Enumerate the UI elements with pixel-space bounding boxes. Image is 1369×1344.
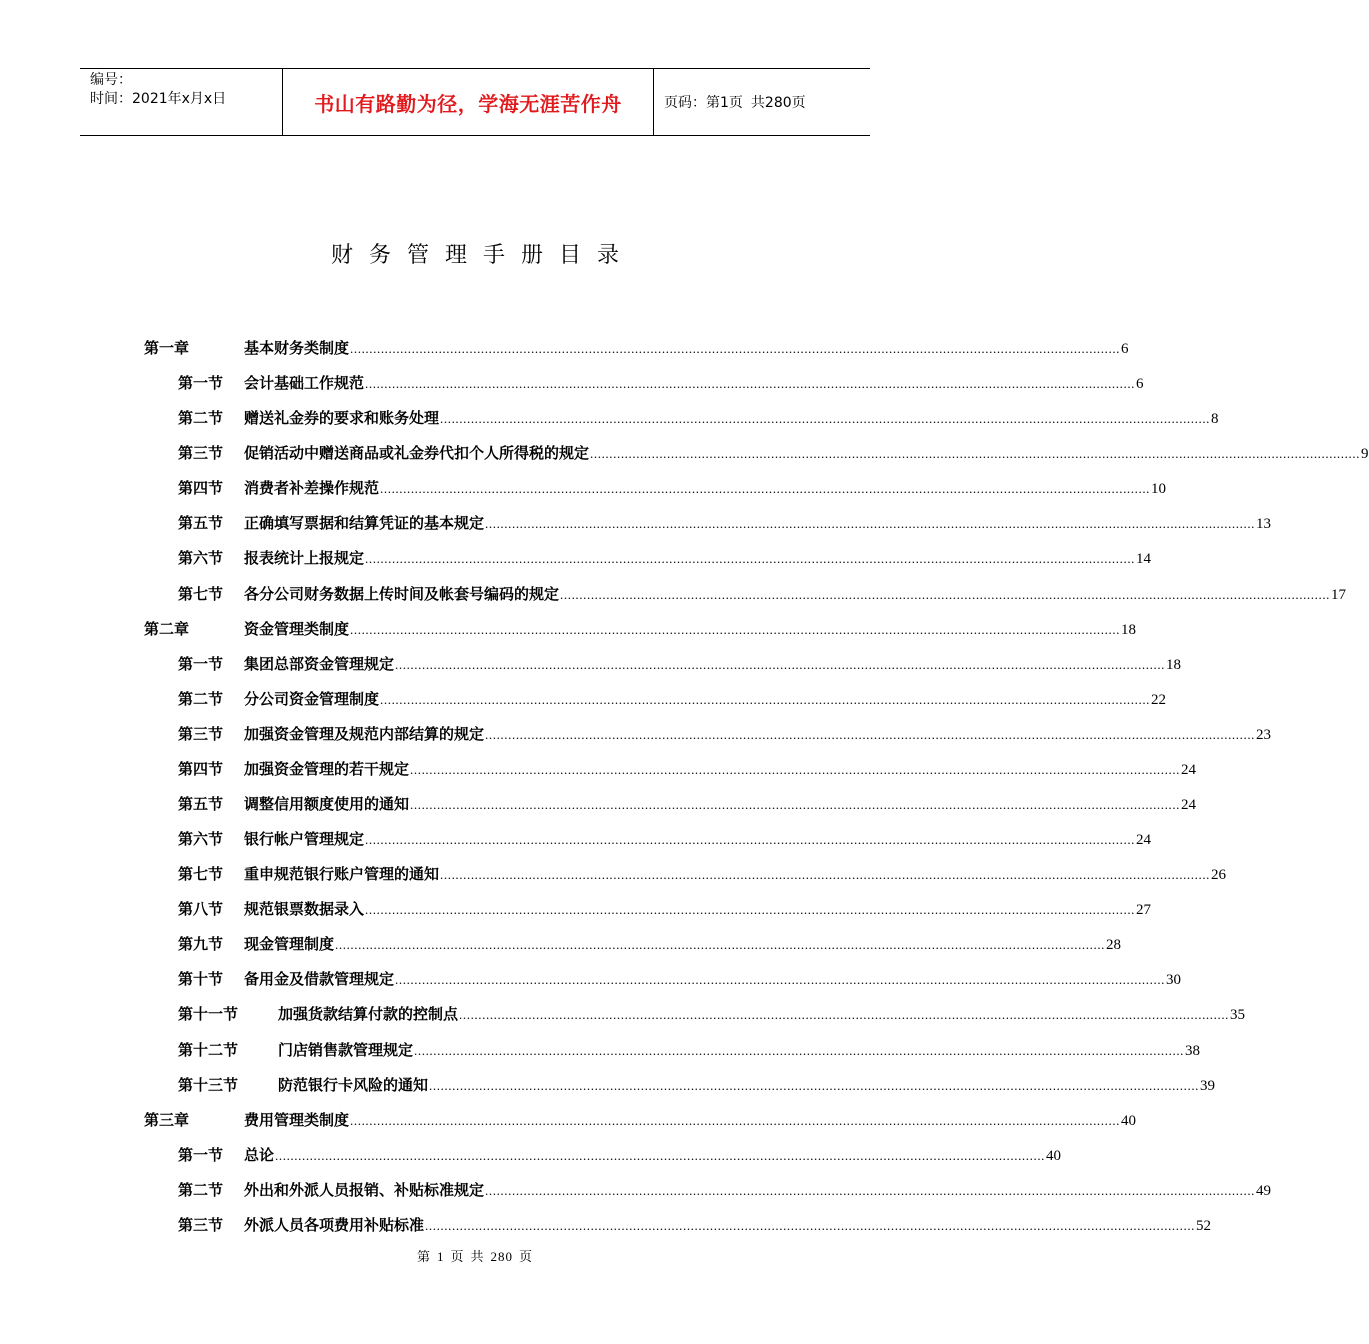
header-page-info xyxy=(654,69,870,135)
toc-entry-page: 49 xyxy=(1256,1182,1272,1199)
toc-entry-number: 第一节 xyxy=(178,1145,224,1164)
toc-entry-number: 第五节 xyxy=(178,795,224,814)
toc-leader-dots: ........................................................................................................................................................................................................ xyxy=(485,516,1256,532)
toc-entry-line xyxy=(244,892,1152,928)
toc-section-entry[interactable] xyxy=(0,857,1227,892)
header-number-label: 编号： xyxy=(90,72,132,88)
toc-leader-dots: ........................................................................................................................................................................................................ xyxy=(429,1077,1200,1093)
table-of-contents xyxy=(0,331,1369,1243)
header-time-label: 时间：2021年x月x日 xyxy=(90,91,227,107)
toc-entry-title: 基本财务类制度 xyxy=(244,339,350,357)
page-header xyxy=(80,68,870,136)
toc-entry-page: 26 xyxy=(1211,867,1227,884)
toc-leader-dots: ........................................................................................................................................................................................................ xyxy=(410,797,1181,813)
footer-ye2: 页 xyxy=(519,1249,534,1264)
toc-section-entry[interactable] xyxy=(0,927,1122,962)
toc-entry-page: 27 xyxy=(1136,902,1152,919)
header-motto: 书山有路勤为径，学海无涯苦作舟 xyxy=(282,69,654,135)
header-meta xyxy=(80,69,282,135)
toc-entry-line xyxy=(244,647,1182,683)
toc-leader-dots: ........................................................................................................................................................................................................ xyxy=(395,656,1166,672)
toc-entry-line xyxy=(278,1033,1201,1069)
toc-entry-number: 第九节 xyxy=(178,935,224,954)
toc-entry-title: 外派人员各项费用补贴标准 xyxy=(244,1215,425,1234)
toc-entry-number: 第五节 xyxy=(178,514,224,533)
toc-entry-line xyxy=(244,1138,1062,1174)
toc-entry-title: 正确填写票据和结算凭证的基本规定 xyxy=(244,514,485,533)
toc-entry-title: 会计基础工作规范 xyxy=(244,374,365,393)
toc-entry-line xyxy=(244,366,1144,402)
toc-chapter-entry[interactable] xyxy=(0,612,1137,647)
toc-entry-title: 现金管理制度 xyxy=(244,935,335,954)
toc-section-entry[interactable] xyxy=(0,471,1167,506)
document-title: 财务管理手册目录 xyxy=(330,243,635,268)
toc-entry-page: 13 xyxy=(1256,516,1272,533)
toc-entry-page: 6 xyxy=(1136,376,1144,393)
toc-entry-number: 第六节 xyxy=(178,549,224,568)
toc-entry-title: 外出和外派人员报销、补贴标准规定 xyxy=(244,1180,485,1199)
toc-entry-line xyxy=(278,1068,1216,1104)
toc-entry-title: 门店销售款管理规定 xyxy=(278,1040,414,1059)
toc-entry-line xyxy=(244,717,1272,753)
toc-section-entry[interactable] xyxy=(0,962,1182,997)
toc-entry-title: 规范银票数据录入 xyxy=(244,900,365,919)
toc-entry-title: 加强货款结算付款的控制点 xyxy=(278,1005,459,1024)
toc-section-entry[interactable] xyxy=(0,541,1152,576)
toc-entry-title: 总论 xyxy=(244,1145,275,1164)
toc-entry-title: 分公司资金管理制度 xyxy=(244,689,380,708)
toc-entry-page: 24 xyxy=(1181,761,1197,778)
toc-leader-dots: ........................................................................................................................................................................................................ xyxy=(414,1042,1185,1058)
toc-entry-number: 第一章 xyxy=(144,339,190,357)
toc-entry-number: 第四节 xyxy=(178,759,224,778)
toc-entry-title: 费用管理类制度 xyxy=(244,1110,350,1129)
toc-entry-line xyxy=(244,787,1197,823)
toc-entry-line xyxy=(244,506,1272,542)
toc-entry-page: 52 xyxy=(1196,1217,1212,1234)
toc-entry-number: 第一节 xyxy=(178,374,224,393)
toc-chapter-entry[interactable] xyxy=(0,1103,1137,1138)
toc-leader-dots: ........................................................................................................................................................................................................ xyxy=(365,376,1136,392)
toc-section-entry[interactable] xyxy=(0,822,1152,857)
toc-entry-number: 第二节 xyxy=(178,409,224,428)
toc-entry-page: 28 xyxy=(1106,937,1122,954)
toc-entry-number: 第十三节 xyxy=(178,1075,239,1094)
header-total-label: 共280页 xyxy=(750,95,806,111)
toc-entry-number: 第三章 xyxy=(144,1110,190,1129)
toc-entry-line xyxy=(244,822,1152,858)
toc-leader-dots: ........................................................................................................................................................................................................ xyxy=(350,621,1121,637)
toc-entry-page: 10 xyxy=(1151,481,1167,498)
toc-section-entry[interactable] xyxy=(0,506,1272,541)
toc-entry-number: 第四节 xyxy=(178,479,224,498)
footer-ye: 页 xyxy=(450,1249,465,1264)
toc-entry-page: 35 xyxy=(1230,1007,1246,1024)
toc-leader-dots: ........................................................................................................................................................................................................ xyxy=(440,411,1211,427)
toc-section-entry[interactable] xyxy=(0,892,1152,927)
toc-section-entry[interactable] xyxy=(0,1068,1216,1103)
toc-entry-title: 集团总部资金管理规定 xyxy=(244,654,395,673)
toc-leader-dots: ........................................................................................................................................................................................................ xyxy=(350,1112,1121,1128)
toc-entry-line xyxy=(244,612,1137,648)
toc-section-entry[interactable] xyxy=(0,436,1369,471)
toc-entry-title: 调整信用额度使用的通知 xyxy=(244,795,410,814)
toc-entry-page: 17 xyxy=(1331,586,1347,603)
toc-entry-page: 6 xyxy=(1121,341,1129,357)
header-page-label: 页码：第1页 xyxy=(664,95,743,111)
toc-entry-line xyxy=(244,682,1167,718)
toc-entry-title: 赠送礼金券的要求和账务处理 xyxy=(244,409,440,428)
toc-entry-title: 消费者补差操作规范 xyxy=(244,479,380,498)
toc-entry-line xyxy=(244,1103,1137,1139)
toc-section-entry[interactable] xyxy=(0,1208,1212,1243)
toc-entry-line xyxy=(278,997,1246,1033)
toc-entry-line xyxy=(244,752,1197,788)
toc-entry-page: 14 xyxy=(1136,551,1152,568)
toc-entry-number: 第十一节 xyxy=(178,1005,239,1024)
toc-entry-page: 24 xyxy=(1181,797,1197,814)
toc-entry-line xyxy=(244,1208,1212,1244)
toc-entry-page: 40 xyxy=(1121,1112,1137,1129)
toc-entry-page: 18 xyxy=(1166,656,1182,673)
toc-entry-line xyxy=(244,1173,1272,1209)
toc-leader-dots: ........................................................................................................................................................................................................ xyxy=(440,867,1211,883)
toc-section-entry[interactable] xyxy=(0,1173,1272,1208)
toc-entry-page: 18 xyxy=(1121,621,1137,638)
toc-leader-dots: ........................................................................................................................................................................................................ xyxy=(275,1147,1046,1163)
toc-section-entry[interactable] xyxy=(0,997,1246,1032)
toc-entry-page: 40 xyxy=(1046,1147,1062,1164)
toc-leader-dots: ........................................................................................................................................................................................................ xyxy=(459,1007,1230,1023)
toc-leader-dots: ........................................................................................................................................................................................................ xyxy=(350,341,1121,356)
toc-entry-page: 24 xyxy=(1136,832,1152,849)
toc-leader-dots: ........................................................................................................................................................................................................ xyxy=(590,446,1361,462)
toc-entry-page: 38 xyxy=(1185,1042,1201,1059)
toc-entry-line xyxy=(244,962,1182,998)
footer-total-pages: 280 xyxy=(490,1249,514,1264)
toc-entry-title: 重申规范银行账户管理的通知 xyxy=(244,865,440,884)
toc-section-entry[interactable] xyxy=(0,647,1182,682)
footer-gong: 共 xyxy=(470,1249,485,1264)
toc-section-entry[interactable] xyxy=(0,1138,1062,1173)
toc-leader-dots: ........................................................................................................................................................................................................ xyxy=(485,726,1256,742)
toc-entry-line xyxy=(244,857,1227,893)
toc-section-entry[interactable] xyxy=(0,577,1347,612)
toc-entry-number: 第三节 xyxy=(178,444,224,463)
toc-entry-title: 报表统计上报规定 xyxy=(244,549,365,568)
toc-leader-dots: ........................................................................................................................................................................................................ xyxy=(380,691,1151,707)
toc-entry-page: 39 xyxy=(1200,1077,1216,1094)
toc-entry-number: 第十二节 xyxy=(178,1040,239,1059)
toc-section-entry[interactable] xyxy=(0,366,1144,401)
toc-section-entry[interactable] xyxy=(0,682,1167,717)
toc-entry-number: 第八节 xyxy=(178,900,224,919)
toc-entry-title: 备用金及借款管理规定 xyxy=(244,970,395,989)
toc-entry-title: 促销活动中赠送商品或礼金券代扣个人所得税的规定 xyxy=(244,444,590,463)
toc-entry-title: 加强资金管理的若干规定 xyxy=(244,759,410,778)
toc-leader-dots: ........................................................................................................................................................................................................ xyxy=(380,481,1151,497)
toc-entry-page: 30 xyxy=(1166,972,1182,989)
toc-leader-dots: ........................................................................................................................................................................................................ xyxy=(335,937,1106,953)
toc-section-entry[interactable] xyxy=(0,401,1219,436)
toc-entry-number: 第三节 xyxy=(178,1215,224,1234)
toc-entry-line xyxy=(244,401,1219,437)
toc-entry-number: 第一节 xyxy=(178,654,224,673)
toc-entry-page: 8 xyxy=(1211,411,1219,428)
toc-entry-title: 各分公司财务数据上传时间及帐套号编码的规定 xyxy=(244,584,560,603)
toc-leader-dots: ........................................................................................................................................................................................................ xyxy=(365,832,1136,848)
toc-leader-dots: ........................................................................................................................................................................................................ xyxy=(560,586,1331,602)
toc-section-entry[interactable] xyxy=(0,787,1197,822)
toc-leader-dots: ........................................................................................................................................................................................................ xyxy=(485,1182,1256,1198)
toc-entry-line xyxy=(244,436,1369,472)
toc-section-entry[interactable] xyxy=(0,1033,1201,1068)
toc-section-entry[interactable] xyxy=(0,752,1197,787)
toc-entry-title: 银行帐户管理规定 xyxy=(244,830,365,849)
toc-leader-dots: ........................................................................................................................................................................................................ xyxy=(395,972,1166,988)
toc-entry-number: 第十节 xyxy=(178,970,224,989)
toc-entry-line xyxy=(244,471,1167,507)
toc-leader-dots: ........................................................................................................................................................................................................ xyxy=(365,551,1136,567)
footer-di: 第 xyxy=(416,1249,431,1264)
toc-section-entry[interactable] xyxy=(0,717,1272,752)
toc-entry-page: 22 xyxy=(1151,691,1167,708)
footer-page-number: 1 xyxy=(436,1249,445,1264)
toc-entry-number: 第二章 xyxy=(144,619,190,638)
page-footer xyxy=(0,1246,950,1265)
toc-entry-number: 第二节 xyxy=(178,1180,224,1199)
toc-entry-line xyxy=(244,331,1129,367)
toc-entry-title: 资金管理类制度 xyxy=(244,619,350,638)
toc-leader-dots: ........................................................................................................................................................................................................ xyxy=(425,1217,1196,1233)
toc-entry-number: 第二节 xyxy=(178,689,224,708)
toc-entry-number: 第三节 xyxy=(178,724,224,743)
toc-entry-page: 23 xyxy=(1256,726,1272,743)
toc-entry-title: 加强资金管理及规范内部结算的规定 xyxy=(244,724,485,743)
toc-leader-dots: ........................................................................................................................................................................................................ xyxy=(410,761,1181,777)
toc-entry-page: 9 xyxy=(1361,446,1369,463)
toc-entry-number: 第七节 xyxy=(178,584,224,603)
toc-entry-line xyxy=(244,541,1152,577)
toc-chapter-entry[interactable] xyxy=(0,331,1129,366)
toc-leader-dots: ........................................................................................................................................................................................................ xyxy=(365,902,1136,918)
toc-entry-title: 防范银行卡风险的通知 xyxy=(278,1075,429,1094)
toc-entry-number: 第六节 xyxy=(178,830,224,849)
toc-entry-line xyxy=(244,577,1347,613)
toc-entry-number: 第七节 xyxy=(178,865,224,884)
toc-entry-line xyxy=(244,927,1122,963)
